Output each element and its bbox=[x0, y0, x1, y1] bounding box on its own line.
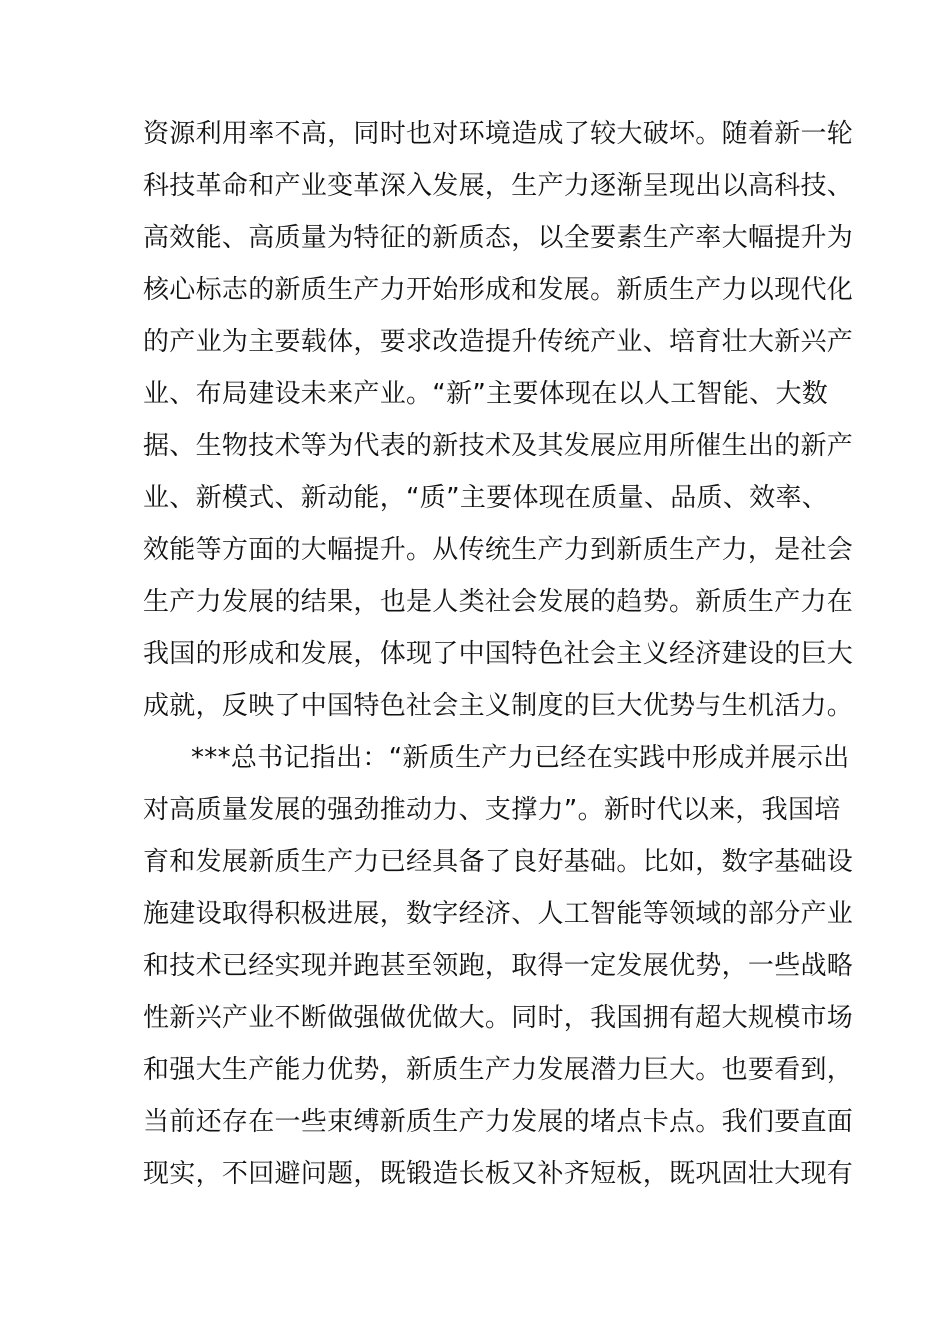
paragraph-2-line-7: 和强大生产能力优势，新质生产力发展潜力巨大。也要看到， bbox=[143, 1055, 854, 1085]
paragraph-2-line-8: 当前还存在一些束缚新质生产力发展的堵点卡点。我们要直面 bbox=[143, 1107, 854, 1137]
paragraph-1-line-10: 生产力发展的结果，也是人类社会发展的趋势。新质生产力在 bbox=[143, 587, 854, 617]
paragraph-1-line-9: 效能等方面的大幅提升。从传统生产力到新质生产力，是社会 bbox=[143, 535, 854, 565]
paragraph-2-line-9: 现实，不回避问题，既锻造长板又补齐短板，既巩固壮大现有 bbox=[143, 1159, 854, 1189]
paragraph-1-line-12: 成就，反映了中国特色社会主义制度的巨大优势与生机活力。 bbox=[143, 691, 854, 721]
paragraph-2-line-6: 性新兴产业不断做强做优做大。同时，我国拥有超大规模市场 bbox=[143, 1003, 854, 1033]
paragraph-2-line-1: ***总书记指出：“新质生产力已经在实践中形成并展示出 bbox=[191, 743, 850, 773]
paragraph-1-line-7: 据、生物技术等为代表的新技术及其发展应用所催生出的新产 bbox=[143, 431, 854, 461]
paragraph-1-line-2: 科技革命和产业变革深入发展，生产力逐渐呈现出以高科技、 bbox=[143, 171, 854, 201]
paragraph-2-line-5: 和技术已经实现并跑甚至领跑，取得一定发展优势，一些战略 bbox=[143, 951, 854, 981]
paragraph-2-line-2: 对高质量发展的强劲推动力、支撑力”。新时代以来，我国培 bbox=[143, 795, 841, 825]
paragraph-2-line-4: 施建设取得积极进展，数字经济、人工智能等领域的部分产业 bbox=[143, 899, 854, 929]
paragraph-1-line-3: 高效能、高质量为特征的新质态，以全要素生产率大幅提升为 bbox=[143, 223, 854, 253]
document-body bbox=[143, 108, 854, 1200]
paragraph-1-line-6: 业、布局建设未来产业。“新”主要体现在以人工智能、大数 bbox=[143, 379, 829, 409]
paragraph-1-line-1: 资源利用率不高，同时也对环境造成了较大破坏。随着新一轮 bbox=[143, 119, 854, 149]
paragraph-1-line-8: 业、新模式、新动能，“质”主要体现在质量、品质、效率、 bbox=[143, 483, 829, 513]
paragraph-2-line-3: 育和发展新质生产力已经具备了良好基础。比如，数字基础设 bbox=[143, 847, 854, 877]
paragraph-1-line-4: 核心标志的新质生产力开始形成和发展。新质生产力以现代化 bbox=[143, 275, 854, 305]
paragraph-1-line-5: 的产业为主要载体，要求改造提升传统产业、培育壮大新兴产 bbox=[143, 327, 854, 357]
paragraph-1-line-11: 我国的形成和发展，体现了中国特色社会主义经济建设的巨大 bbox=[143, 639, 854, 669]
